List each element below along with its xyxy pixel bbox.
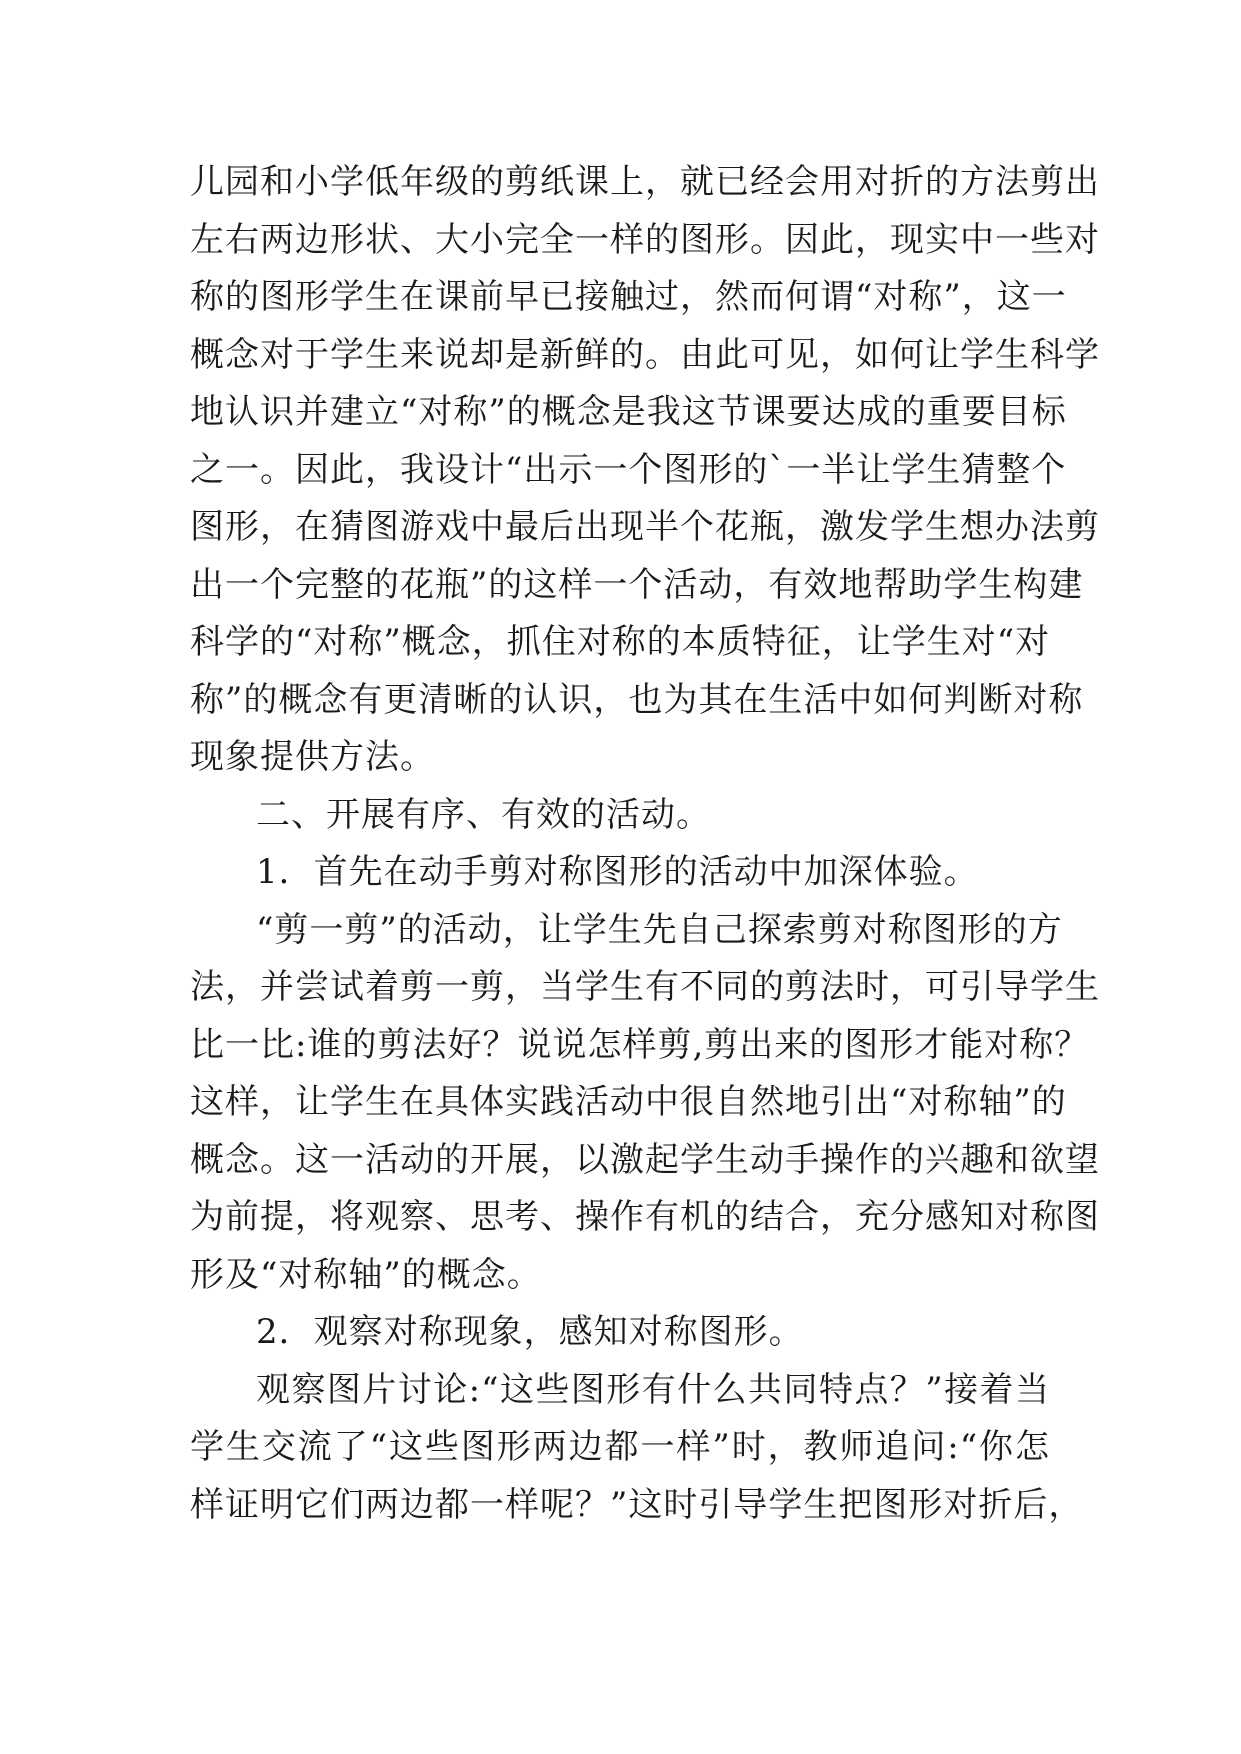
- text-line: 学生交流了“这些图形两边都一样”时，教师追问:“你怎: [190, 1427, 1050, 1467]
- text-line: 概念对于学生来说却是新鲜的。由此可见，如何让学生科学: [190, 334, 1100, 375]
- section-heading: 二、开展有序、有效的活动。: [256, 794, 711, 835]
- text-line: 称”的概念有更清晰的认识，也为其在生活中如何判断对称: [190, 679, 1084, 720]
- text-line: 为前提，将观察、思考、操作有机的结合，充分感知对称图: [190, 1197, 1100, 1237]
- text-line: 观察图片讨论:“这些图形有什么共同特点？”接着当: [256, 1369, 1050, 1410]
- text-line: 科学的“对称”概念，抓住对称的本质特征，让学生对“对: [190, 622, 1051, 662]
- text-line: 左右两边形状、大小完全一样的图形。因此，现实中一些对: [190, 219, 1100, 260]
- text-line: 样证明它们两边都一样呢？”这时引导学生把图形对折后，: [190, 1484, 1084, 1525]
- text-line: 地认识并建立“对称”的概念是我这节课要达成的重要目标: [190, 392, 1067, 432]
- subsection-heading: 2．观察对称现象，感知对称图形。: [256, 1312, 804, 1352]
- subsection-heading: 1．首先在动手剪对称图形的活动中加深体验。: [256, 852, 979, 892]
- body-text: [190, 154, 1100, 1534]
- text-line: 形及“对称轴”的概念。: [190, 1254, 542, 1295]
- text-line: 比一比:谁的剪法好？说说怎样剪,剪出来的图形才能对称？: [190, 1024, 1090, 1065]
- text-line: 这样，让学生在具体实践活动中很自然地引出“对称轴”的: [190, 1082, 1067, 1122]
- text-line: 图形，在猜图游戏中最后出现半个花瓶，激发学生想办法剪: [190, 507, 1100, 547]
- text-line: 概念。这一活动的开展，以激起学生动手操作的兴趣和欲望: [190, 1139, 1100, 1180]
- text-line: 之一。因此，我设计“出示一个图形的`一半让学生猜整个: [190, 449, 1067, 490]
- text-line: 出一个完整的花瓶”的这样一个活动，有效地帮助学生构建: [190, 564, 1084, 605]
- text-line: “剪一剪”的活动，让学生先自己探索剪对称图形的方: [256, 909, 1063, 950]
- text-line: 儿园和小学低年级的剪纸课上，就已经会用对折的方法剪出: [190, 162, 1100, 202]
- text-line: 法，并尝试着剪一剪，当学生有不同的剪法时，可引导学生: [190, 967, 1100, 1007]
- text-line: 称的图形学生在课前早已接触过，然而何谓“对称”，这一: [190, 277, 1067, 317]
- text-line: 现象提供方法。: [190, 737, 435, 777]
